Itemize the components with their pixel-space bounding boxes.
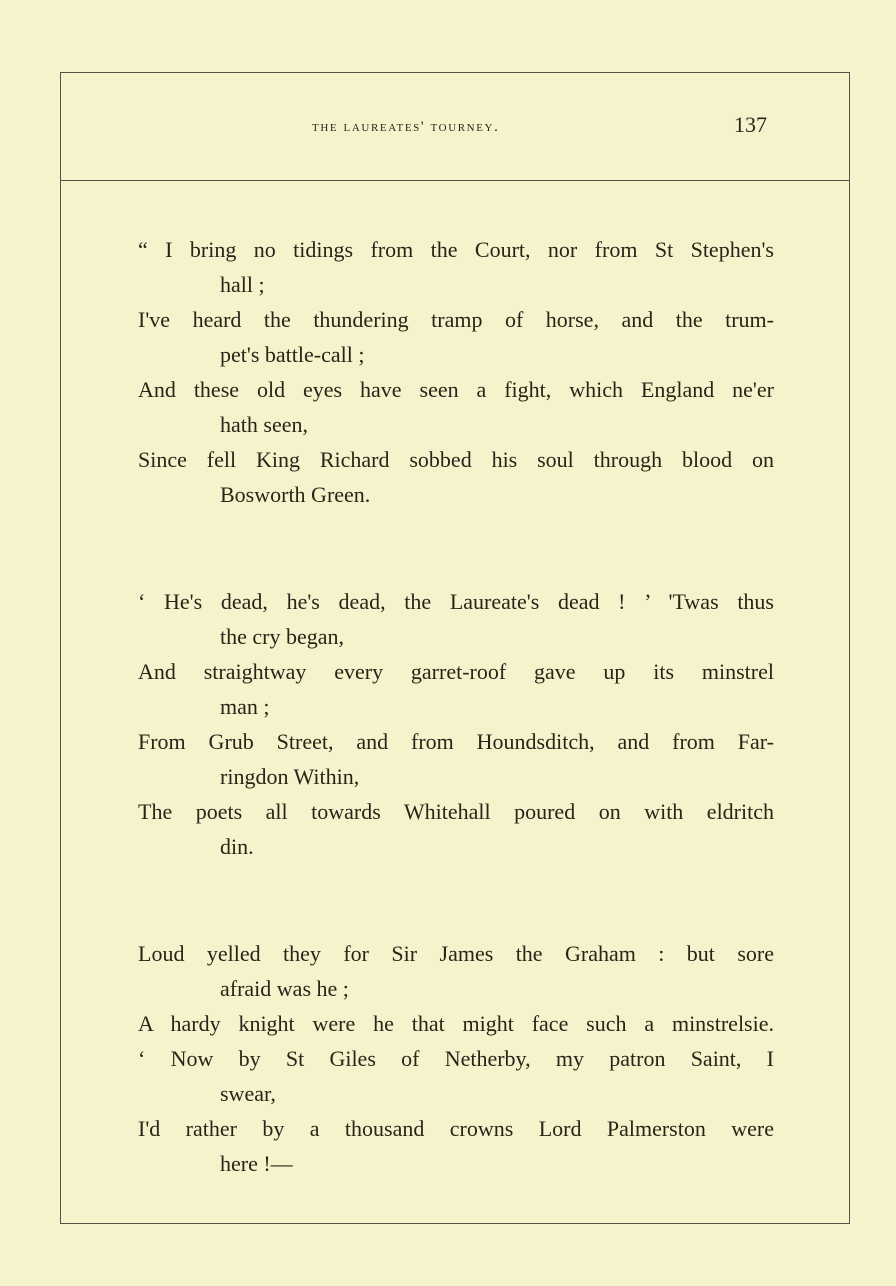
running-title: the laureates' tourney. (312, 119, 500, 135)
verse-text: Since fell King Richard sobbed his soul through blood on (138, 447, 774, 472)
verse-text: I'd rather by a thousand crowns Lord Palmerston were (138, 1116, 774, 1141)
verse-line (138, 1041, 774, 1111)
verse-text: From Grub Street, and from Houndsditch, and from Far- (138, 729, 774, 754)
header-rule (60, 180, 850, 181)
verse-line (138, 372, 774, 442)
page-number: 137 (734, 112, 767, 137)
verse-text: Loud yelled they for Sir James the Graham : but sore (138, 941, 774, 966)
stanza-3 (138, 936, 774, 1181)
verse-text: “ I bring no tidings from the Court, nor from St Stephen's (138, 237, 774, 262)
verse-continuation: hath seen, (220, 412, 308, 437)
verse-continuation: man ; (220, 694, 270, 719)
verse-text: And straightway every garret-roof gave up its minstrel (138, 659, 774, 684)
verse-continuation: Bosworth Green. (220, 482, 371, 507)
verse-text: ‘ Now by St Giles of Netherby, my patron Saint, I (138, 1046, 774, 1071)
verse-text: The poets all towards Whitehall poured on with eldritch (138, 799, 774, 824)
verse-line (138, 724, 774, 794)
verse-continuation: afraid was he ; (220, 976, 349, 1001)
verse-continuation: swear, (220, 1081, 276, 1106)
verse-continuation: the cry began, (220, 624, 344, 649)
verse-line (138, 302, 774, 372)
verse-text: ‘ He's dead, he's dead, the Laureate's dead ! ’ 'Twas thus (138, 589, 774, 614)
verse-continuation: hall ; (220, 272, 265, 297)
verse-line (138, 794, 774, 864)
stanza-1 (138, 232, 774, 512)
verse-line (138, 584, 774, 654)
running-head (60, 112, 850, 142)
verse-line (138, 654, 774, 724)
verse-line (138, 936, 774, 1006)
verse-text: A hardy knight were he that might face such a minstrelsie. (138, 1011, 774, 1036)
stanza-2 (138, 584, 774, 864)
verse-line (138, 232, 774, 302)
verse-line (138, 1111, 774, 1181)
verse-continuation: here !— (220, 1151, 293, 1176)
verse-line (138, 1006, 774, 1041)
verse-text: I've heard the thundering tramp of horse, and the trum- (138, 307, 774, 332)
verse-line (138, 442, 774, 512)
verse-continuation: pet's battle-call ; (220, 342, 365, 367)
verse-text: And these old eyes have seen a fight, which England ne'er (138, 377, 774, 402)
verse-continuation: din. (220, 834, 254, 859)
verse-continuation: ringdon Within, (220, 764, 360, 789)
